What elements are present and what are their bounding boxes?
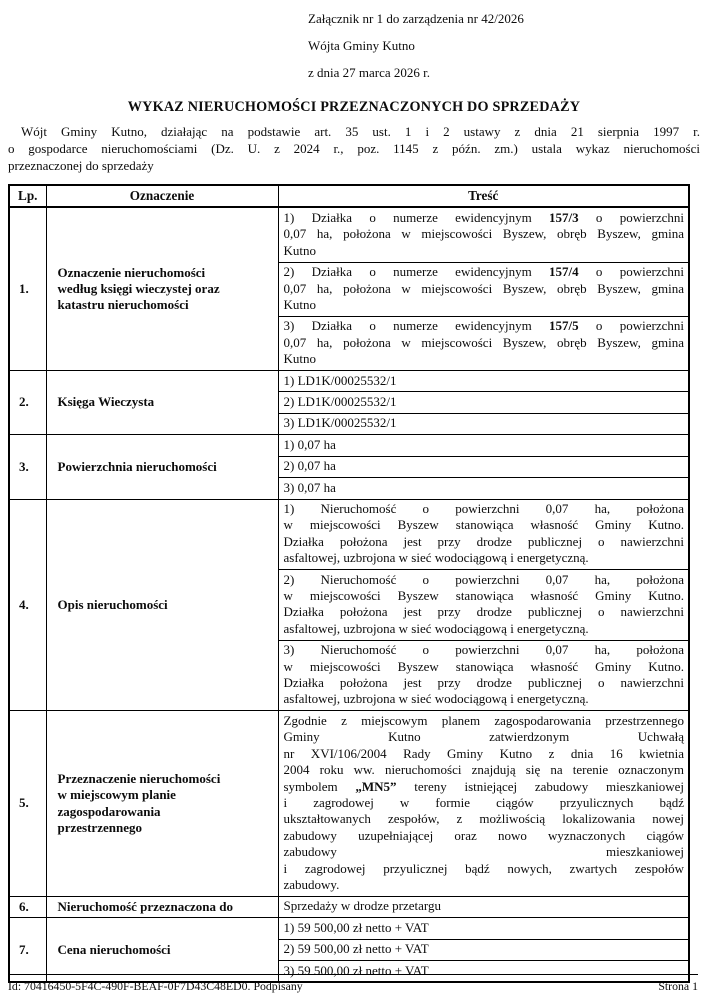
- text-line: w miejscowości Byszew stanowiąca własność Gminy Kutno.: [283, 517, 684, 533]
- table-row-4: [9, 499, 689, 570]
- text-line: 1) Nieruchomość o powierzchni 0,07 ha, położona: [283, 501, 684, 516]
- text-line: przeznaczonej do sprzedaży: [8, 158, 154, 173]
- row1-number: 1.: [9, 207, 46, 370]
- row2-item-1: 1) LD1K/00025532/1: [278, 371, 689, 392]
- text-line: asfaltowej, uzbrojona w sieć wodociągową i energetyczną.: [283, 620, 589, 636]
- row5-number: 5.: [9, 711, 46, 896]
- text-line: 2004 roku ww. nieruchomości znajdują się na terenie oznaczonym: [283, 762, 684, 778]
- page-footer: [8, 974, 698, 994]
- row2-label: Księga Wieczysta: [46, 371, 278, 435]
- row2-item-2: 2) LD1K/00025532/1: [278, 392, 689, 413]
- text-line: Kutno: [283, 242, 316, 258]
- row1-item-2: [278, 262, 689, 316]
- row3-item-2: 2) 0,07 ha: [278, 456, 689, 477]
- text-line: Wójt Gminy Kutno, działając na podstawie art. 35 ust. 1 i 2 ustawy z dnia 21 sierpnia 1997 r.: [21, 124, 700, 139]
- text-line: 0,07 ha, położona w miejscowości Byszew, obręb Byszew, gmina: [283, 226, 684, 242]
- text-line: Zgodnie z miejscowym planem zagospodarowania przestrzennego: [283, 712, 684, 728]
- text-line: zabudowy uzupełniającej oraz nowo wyznaczonych ciągów: [283, 827, 684, 843]
- text-line: w miejscowym planie: [57, 787, 176, 803]
- text-line: w miejscowości Byszew stanowiąca własność Gminy Kutno.: [283, 588, 684, 604]
- col-header-content: Treść: [278, 185, 689, 207]
- attachment-note: [308, 5, 708, 86]
- attachment-line-2: Wójta Gminy Kutno: [308, 38, 415, 53]
- row4-item-2: [278, 570, 689, 641]
- document-title: WYKAZ NIERUCHOMOŚCI PRZEZNACZONYCH DO SPRZEDAŻY: [127, 99, 581, 115]
- text-line: Kutno: [283, 351, 316, 367]
- text-line: asfaltowej, uzbrojona w sieć wodociągową i energetyczną.: [283, 550, 589, 566]
- row4-label: Opis nieruchomości: [46, 499, 278, 711]
- text-line: nr XVI/106/2004 Rady Gminy Kutno z dnia 16 kwietnia: [283, 745, 684, 761]
- text-line: 1) Działka o numerze ewidencyjnym 157/3 o powierzchni: [283, 209, 684, 225]
- text-line: 3) Nieruchomość o powierzchni 0,07 ha, położona: [283, 642, 684, 658]
- row1-item-3: [278, 316, 689, 370]
- table-row-7: [9, 918, 689, 939]
- row1-label-text: [58, 265, 272, 314]
- row1-label: [46, 207, 278, 370]
- text-line: i zagrodowej przyulicznej bądź nowych, zwartych zespołów: [283, 860, 684, 876]
- document-page: [0, 5, 708, 1005]
- text-line: 2) Nieruchomość o powierzchni 0,07 ha, położona: [283, 571, 684, 587]
- table-row-5: [9, 711, 689, 896]
- table-row-2: [9, 371, 689, 392]
- row6-number: 6.: [9, 896, 46, 917]
- text-line: Kutno: [283, 296, 316, 312]
- row4-item-1: [278, 499, 689, 570]
- col-header-designation: Oznaczenie: [46, 185, 278, 207]
- property-listing-table: [8, 184, 690, 983]
- row3-number: 3.: [9, 435, 46, 499]
- text-line: 0,07 ha, położona w miejscowości Byszew, obręb Byszew, gmina: [283, 280, 684, 296]
- text-line: Oznaczenie nieruchomości: [57, 264, 206, 280]
- attachment-line-1: Załącznik nr 1 do zarządzenia nr 42/2026: [308, 11, 524, 26]
- text-line: asfaltowej, uzbrojona w sieć wodociągową i energetyczną.: [283, 691, 589, 707]
- page-number: Strona 1: [658, 979, 698, 993]
- text-line: 0,07 ha, położona w miejscowości Byszew, obręb Byszew, gmina: [283, 334, 684, 350]
- text-line: o gospodarce nieruchomościami (Dz. U. z 2024 r., poz. 1145 z późn. zm.) ustala wykaz nieruchomości: [8, 141, 700, 156]
- row7-item-2: 2) 59 500,00 zł netto + VAT: [278, 939, 689, 960]
- text-line: Działka położona jest przy drodze publicznej o nawierzchni: [283, 675, 684, 691]
- text-line: ukształtowanych zespołów, z możliwością lokalizowania nowej: [283, 811, 684, 827]
- row3-label: Powierzchnia nieruchomości: [46, 435, 278, 499]
- row5-label: [46, 711, 278, 896]
- text-line: Działka położona jest przy drodze publicznej o nawierzchni: [283, 533, 684, 549]
- row4-item-3: [278, 640, 689, 711]
- row2-number: 2.: [9, 371, 46, 435]
- text-line: według księgi wieczystej oraz: [57, 281, 220, 297]
- row7-label: Cena nieruchomości: [46, 918, 278, 983]
- row4-number: 4.: [9, 499, 46, 711]
- row2-item-3: 3) LD1K/00025532/1: [278, 413, 689, 434]
- row7-item-1: 1) 59 500,00 zł netto + VAT: [278, 918, 689, 939]
- text-line: i zagrodowej w formie ciągów przyulicznych bądź: [283, 794, 684, 810]
- table-header-row: [9, 185, 689, 207]
- text-line: 3) Działka o numerze ewidencyjnym 157/5 o powierzchni: [283, 318, 684, 334]
- row7-item-3: 3) 59 500,00 zł netto + VAT: [278, 961, 689, 983]
- text-line: katastru nieruchomości: [57, 297, 189, 313]
- col-header-lp: Lp.: [9, 185, 46, 207]
- text-line: Przeznaczenie nieruchomości: [57, 770, 221, 786]
- row6-content: Sprzedaży w drodze przetargu: [278, 896, 689, 917]
- document-id: Id: 70416450-5F4C-490F-BEAF-0F7D43C48ED0. Podpisany: [8, 979, 303, 993]
- text-line: 2) Działka o numerze ewidencyjnym 157/4 o powierzchni: [283, 264, 684, 280]
- table-row-1: [9, 207, 689, 262]
- text-line: Gminy Kutno zatwierdzonym Uchwałą: [283, 729, 684, 745]
- table-row-6: [9, 896, 689, 917]
- row5-label-text: [58, 771, 272, 837]
- text-line: zabudowy.: [283, 876, 340, 892]
- table-row-3: [9, 435, 689, 456]
- intro-paragraph: [8, 123, 700, 174]
- text-line: symbolem „MN5” tereny istniejącej zabudowy mieszkaniowej: [283, 778, 684, 794]
- row1-item-1: [278, 207, 689, 262]
- row3-item-1: 1) 0,07 ha: [278, 435, 689, 456]
- row7-number: 7.: [9, 918, 46, 983]
- row6-label: Nieruchomość przeznaczona do: [46, 896, 278, 917]
- row3-item-3: 3) 0,07 ha: [278, 478, 689, 499]
- text-line: w miejscowości Byszew stanowiąca własność Gminy Kutno.: [283, 658, 684, 674]
- text-line: przestrzennego: [57, 820, 142, 836]
- text-line: zagospodarowania: [57, 803, 161, 819]
- row5-content: [278, 711, 689, 896]
- text-line: zabudowy mieszkaniowej: [283, 844, 684, 860]
- attachment-line-3: z dnia 27 marca 2026 r.: [308, 65, 431, 80]
- text-line: Działka położona jest przy drodze publicznej o nawierzchni: [283, 604, 684, 620]
